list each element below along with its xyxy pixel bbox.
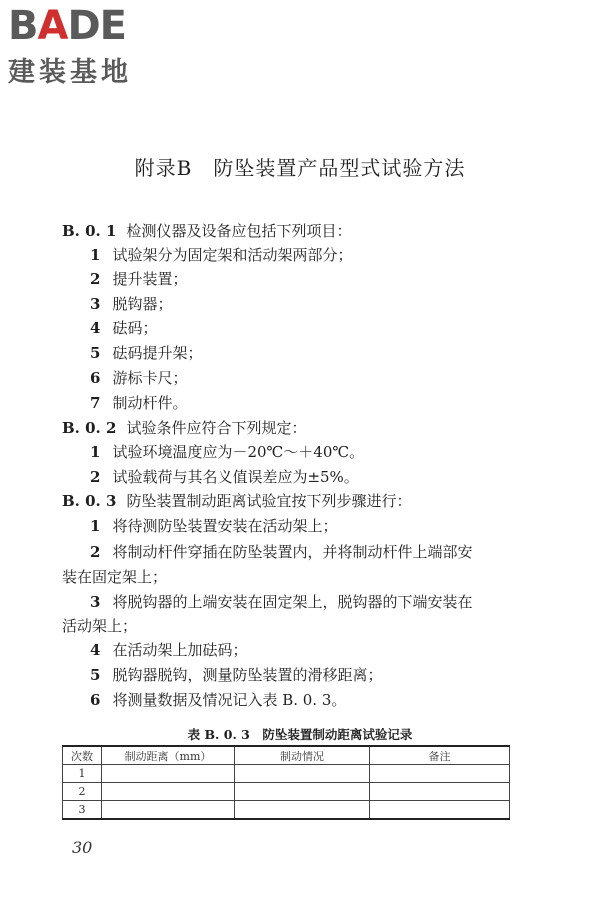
clause-continuation: 装在固定架上；	[62, 568, 168, 586]
clause-item: 1 试验架分为固定架和活动架两部分；	[90, 246, 353, 264]
clause-item: 4 在活动架上加砝码；	[90, 641, 248, 659]
page-number: 30	[72, 838, 93, 857]
table-cell	[370, 783, 510, 801]
table-header-row	[63, 746, 510, 765]
table-cell	[102, 765, 235, 783]
clause-item: 3 将脱钩器的上端安装在固定架上，脱钩器的下端安装在	[90, 593, 473, 611]
clause-item: 1 试验环境温度应为－20℃～＋40℃。	[90, 443, 365, 461]
clause-item: 2 提升装置；	[90, 270, 188, 288]
clause-item: 5 脱钩器脱钩，测量防坠装置的滑移距离；	[90, 666, 383, 684]
column-header: 备注	[370, 746, 510, 765]
table-row	[63, 765, 510, 783]
table-cell: 3	[63, 801, 102, 820]
clause-b02: B. 0. 2 试验条件应符合下列规定：	[62, 419, 307, 437]
column-header: 制动情况	[235, 746, 370, 765]
record-table	[62, 745, 510, 820]
table-cell: 1	[63, 765, 102, 783]
table-cell	[102, 801, 235, 820]
brand-logo	[8, 4, 178, 89]
page-title: 附录B 防坠装置产品型式试验方法	[134, 156, 466, 180]
clause-item: 6 将测量数据及情况记入表 B. 0. 3。	[90, 691, 347, 709]
clause-item: 7 制动杆件。	[90, 394, 188, 412]
table-cell	[235, 765, 370, 783]
table-cell	[102, 783, 235, 801]
clause-b03: B. 0. 3 防坠装置制动距离试验宜按下列步骤进行：	[62, 492, 412, 510]
table-cell	[235, 783, 370, 801]
clause-b01: B. 0. 1 检测仪器及设备应包括下列项目：	[62, 222, 352, 240]
clause-continuation: 活动架上；	[62, 617, 138, 635]
clause-item: 2 试验载荷与其名义值误差应为±5%。	[90, 468, 359, 486]
table-row	[63, 801, 510, 820]
clause-item: 6 游标卡尺；	[90, 369, 188, 387]
table-cell	[370, 765, 510, 783]
table-row	[63, 783, 510, 801]
table-cell	[235, 801, 370, 820]
clause-item: 2 将制动杆件穿插在防坠装置内，并将制动杆件上端部安	[90, 543, 473, 561]
column-header: 次数	[63, 746, 102, 765]
table-caption: 表 B. 0. 3 防坠装置制动距离试验记录	[187, 727, 413, 742]
clause-item: 3 脱钩器；	[90, 295, 173, 313]
column-header: 制动距离（mm）	[102, 746, 235, 765]
clause-item: 4 砝码；	[90, 319, 158, 337]
clause-item: 5 砝码提升架；	[90, 344, 203, 362]
logo-subtitle: 建装基地	[8, 57, 132, 88]
table-cell	[370, 801, 510, 820]
clause-item: 1 将待测防坠装置安装在活动架上；	[90, 517, 338, 535]
logo-wordmark: BADE	[8, 3, 126, 49]
table-cell: 2	[63, 783, 102, 801]
